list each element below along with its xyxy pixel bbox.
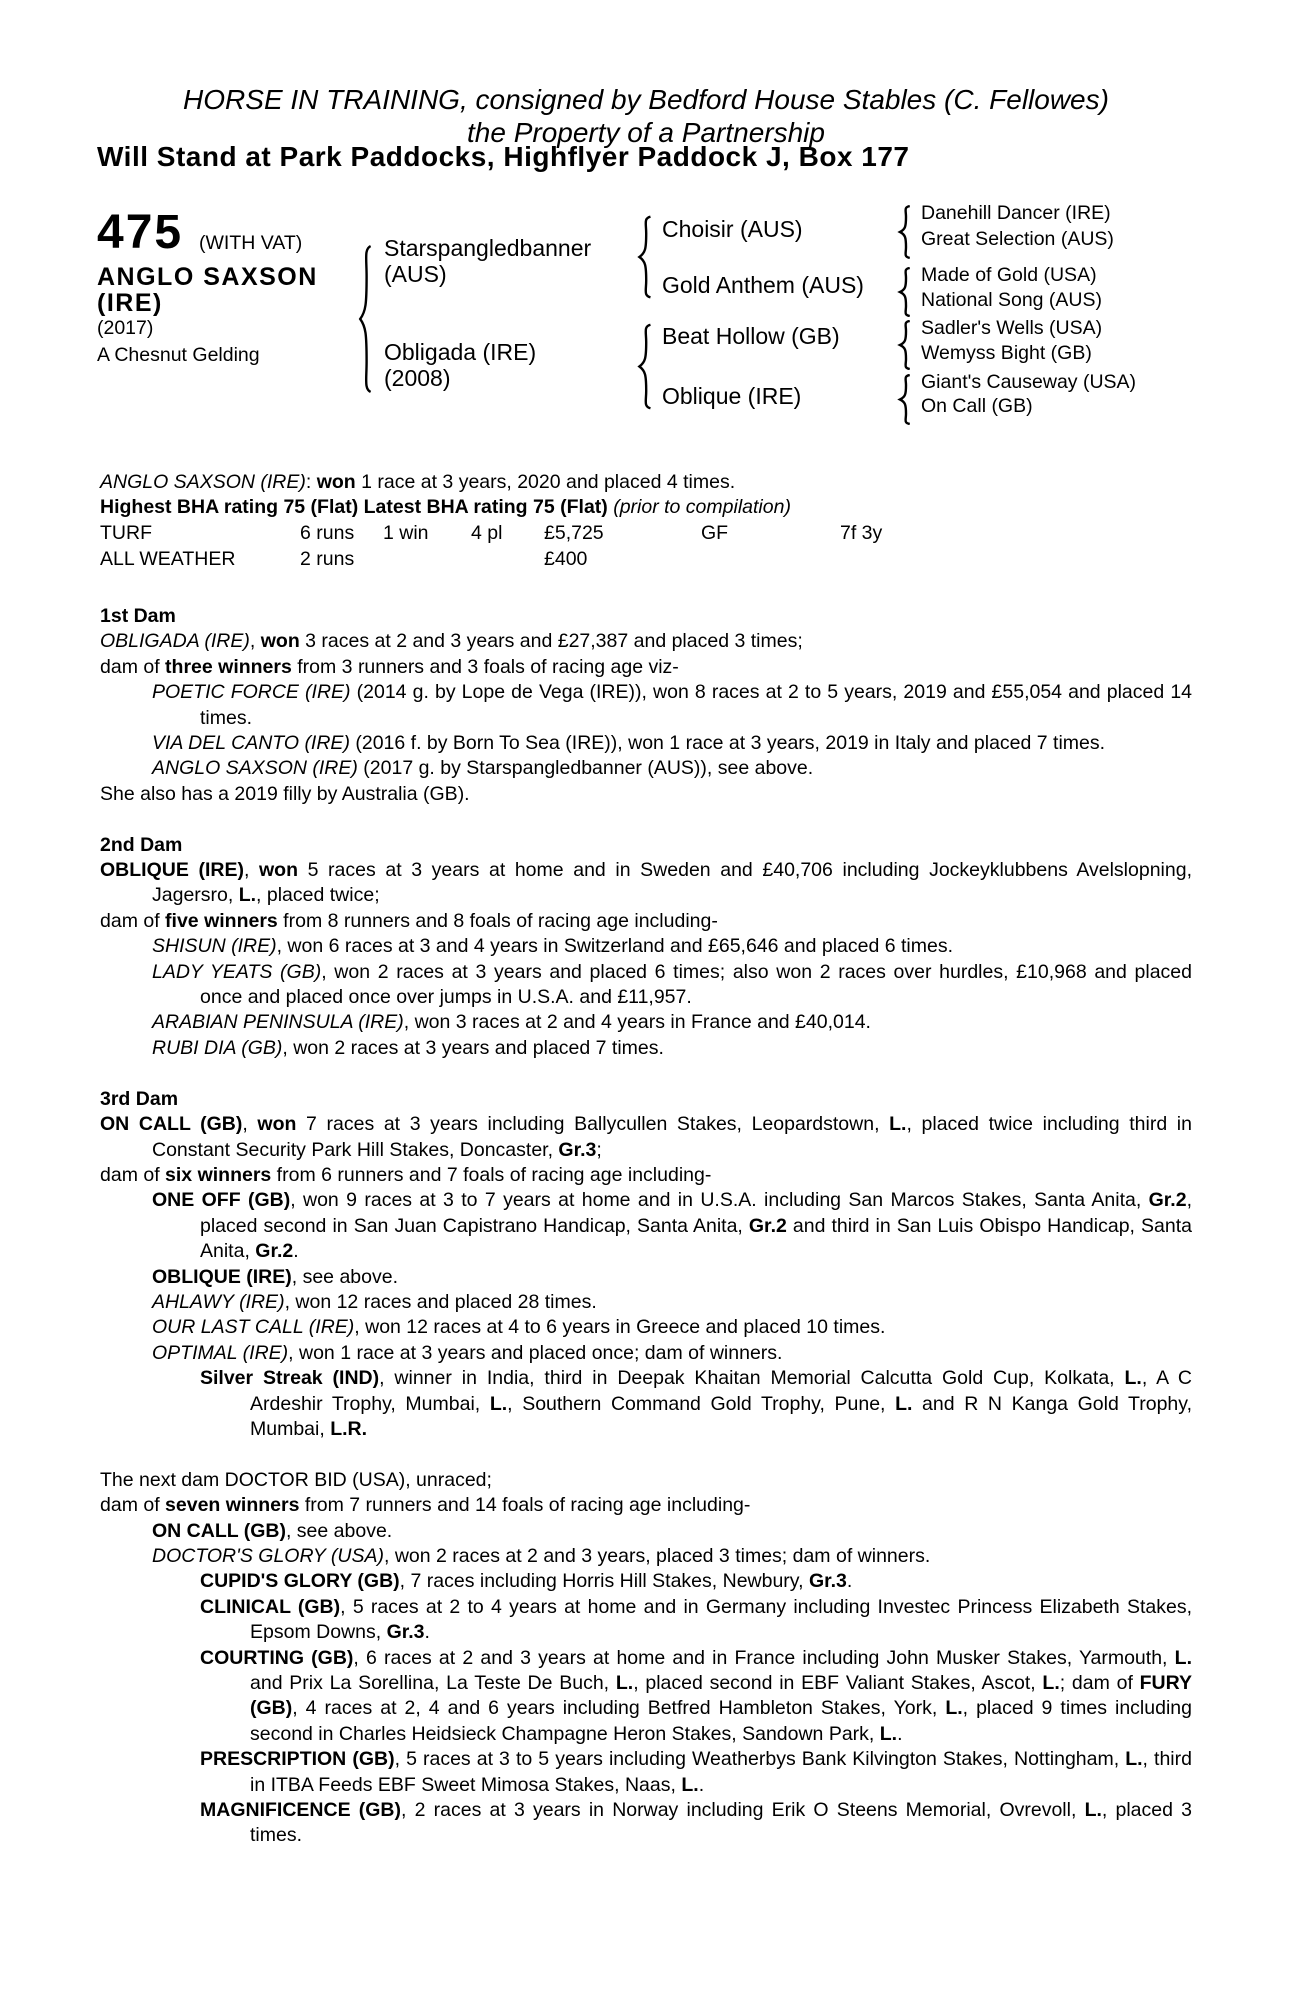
race-record [100,470,1192,572]
grandsire-of-sire: Choisir (AUS) [662,216,803,242]
dam-section-heading: 1st Dam [100,605,176,627]
bha-rating: Highest BHA rating 75 (Flat) Latest BHA rating 75 (Flat) (prior to compilation) [100,496,791,519]
earnings-value: £400 [544,547,588,570]
pedigree-paragraph: DOCTOR'S GLORY (USA), won 2 races at 2 and 3 years, placed 3 times; dam of winners. [152,1544,931,1567]
dam-section [100,1468,1192,1849]
lot-number: 475 [97,206,184,259]
stand-location-line: Will Stand at Park Paddocks, Highflyer Paddock J, Box 177 [97,141,910,172]
pedigree-paragraph: The next dam DOCTOR BID (USA), unraced; [100,1468,492,1491]
sire-name: Starspangledbanner [384,235,592,261]
going-value: GF [701,521,729,544]
pedigree-paragraph: ANGLO SAXSON (IRE) (2017 g. by Starspangledbanner (AUS)), see above. [152,757,814,780]
pedigree-paragraph: dam of three winners from 3 runners and 3 foals of racing age viz- [100,655,679,678]
surface-label: ALL WEATHER [100,547,236,570]
pedigree-paragraph: PRESCRIPTION (GB), 5 races at 3 to 5 years including Weatherbys Bank Kilvington Stakes, Nottingham, L., third in ITBA Feeds EBF Sweet Mimosa Stakes, Naas, L.. [200,1748,1192,1796]
granddam-of-sire: Gold Anthem (AUS) [662,272,864,298]
pedigree-paragraph: OUR LAST CALL (IRE), won 12 races at 4 to 6 years in Greece and placed 10 times. [152,1316,886,1339]
pedigree-paragraph: dam of five winners from 8 runners and 8 foals of racing age including- [100,909,718,932]
gg-brace-3-icon [897,320,912,370]
earnings-value: £5,725 [544,521,604,544]
dam-section [100,604,1192,807]
pedigree-paragraph: CLINICAL (GB), 5 races at 2 to 4 years at home and in Germany including Investec Princess Elizabeth Stakes, Epsom Downs, Gr.3. [200,1595,1192,1644]
pedigree-paragraph: VIA DEL CANTO (IRE) (2016 f. by Born To Sea (IRE)), won 1 race at 3 years, 2019 in Italy and placed 7 times. [152,732,1106,755]
great-grandparent-2: Great Selection (AUS) [921,228,1114,250]
record-row-turf [100,521,1192,547]
pedigree-paragraph: OPTIMAL (IRE), won 1 race at 3 years and placed once; dam of winners. [152,1341,783,1364]
great-grandparent-5: Sadler's Wells (USA) [921,317,1103,339]
horse-name-line1: ANGLO SAXSON [97,263,318,291]
pedigree-paragraph: LADY YEATS (GB), won 2 races at 3 years and placed 6 times; also won 2 races over hurdles, £10,968 and placed once and placed once over jumps in U.S.A. and £11,957. [152,960,1192,1009]
pedigree-paragraph: Silver Streak (IND), winner in India, third in Deepak Khaitan Memorial Calcutta Gold Cup, Kolkata, L., A C Ardeshir Trophy, Mumbai, L., Southern Command Gold Trophy, Pune, L. and R N Kanga Gold Trophy, Mumbai, L.R. [200,1367,1192,1440]
pedigree-paragraph: CUPID'S GLORY (GB), 7 races including Horris Hill Stakes, Newbury, Gr.3. [200,1570,853,1593]
wins-value: 1 win [383,521,429,544]
sire-suffix: (AUS) [384,261,447,287]
lot-vat-note: (WITH VAT) [199,232,303,254]
great-grandparent-6: Wemyss Bight (GB) [921,342,1092,364]
pedigree-paragraph: ONE OFF (GB), won 9 races at 3 to 7 years at home and in U.S.A. including San Marcos Stakes, Santa Anita, Gr.2, placed second in San Juan Capistrano Handicap, Santa Anita, Gr.2 and third in San Luis Obispo Handicap, Santa Anita, Gr.2. [152,1189,1192,1263]
dam-suffix: (2008) [384,365,451,391]
runs-value: 2 runs [300,547,355,570]
pedigree-paragraph: OBLIQUE (IRE), won 5 races at 3 years at home and in Sweden and £40,706 including Jockeyklubbens Avelslopning, Jagersro, L., placed twice; [100,859,1192,907]
gg-brace-4-icon [897,374,912,425]
pedigree-paragraph: ON CALL (GB), won 7 races at 3 years including Ballycullen Stakes, Leopardstown, L., placed twice including third in Constant Security Park Hill Stakes, Doncaster, Gr.3; [100,1113,1192,1161]
dam-section-heading: 3rd Dam [100,1087,179,1110]
pedigree-paragraph: She also has a 2019 filly by Australia (GB). [100,782,470,805]
sire-brace-icon [636,215,653,299]
gg-brace-2-icon [897,267,912,317]
pedigree-paragraph: COURTING (GB), 6 races at 2 and 3 years at home and in France including John Musker Stakes, Yarmouth, L. and Prix La Sorellina, La Teste De Buch, L., placed second in EBF Valiant Stakes, Ascot, L.; dam of FURY (GB), 4 races at 2, 4 and 6 years including Betfred Hambleton Stakes, York, L., placed 9 times including second in Charles Heidsieck Champagne Heron Stakes, Sandown Park, L.. [200,1646,1192,1745]
pedigree-paragraph: RUBI DIA (GB), won 2 races at 3 years and placed 7 times. [152,1036,664,1059]
dam-section-heading: 2nd Dam [100,833,183,856]
pedigree-paragraph: ON CALL (GB), see above. [152,1519,393,1542]
dam-brace-icon [636,323,653,410]
pedigree-paragraph: dam of seven winners from 7 runners and 14 foals of racing age including- [100,1494,751,1517]
horse-description: A Chesnut Gelding [97,344,260,366]
pedigree-paragraph: ARABIAN PENINSULA (IRE), won 3 races at 2 and 4 years in France and £40,014. [152,1011,871,1034]
great-grandparent-4: National Song (AUS) [921,289,1103,311]
dam-name: Obligada (IRE) [384,339,537,365]
runs-value: 6 runs [300,521,355,544]
record-row-all-weather [100,547,1192,573]
grandsire-of-dam: Beat Hollow (GB) [662,323,840,349]
dam-family-text [100,604,1192,1849]
pedigree-paragraph: dam of six winners from 6 runners and 7 foals of racing age including- [100,1163,712,1186]
pedigree-paragraph: SHISUN (IRE), won 6 races at 3 and 4 years in Switzerland and £65,646 and placed 6 times. [152,935,954,958]
surface-label: TURF [100,521,152,544]
pedigree-paragraph: OBLIQUE (IRE), see above. [152,1265,398,1288]
distance-age-value: 7f 3y [840,521,883,544]
granddam-of-dam: Oblique (IRE) [662,383,802,409]
pedigree-paragraph: MAGNIFICENCE (GB), 2 races at 3 years in Norway including Erik O Steens Memorial, Ovrevoll, L., placed 3 times. [200,1799,1192,1847]
great-grandparent-7: Giant's Causeway (USA) [921,371,1137,393]
places-value: 4 pl [471,521,503,544]
horse-name-line2: (IRE) [97,289,163,317]
consignor-line: HORSE IN TRAINING, consigned by Bedford House Stables (C. Fellowes) [183,84,1109,115]
pedigree-paragraph: AHLAWY (IRE), won 12 races and placed 28 times. [152,1290,597,1313]
gg-brace-1-icon [897,205,912,259]
great-grandparent-1: Danehill Dancer (IRE) [921,202,1111,224]
main-brace-icon [357,243,373,395]
dam-section [100,1087,1192,1443]
great-grandparent-8: On Call (GB) [921,395,1033,417]
race-summary: ANGLO SAXSON (IRE): won 1 race at 3 years, 2020 and placed 4 times. [100,471,736,493]
great-grandparent-3: Made of Gold (USA) [921,264,1097,286]
dam-section [100,833,1192,1062]
pedigree-paragraph: POETIC FORCE (IRE) (2014 g. by Lope de Vega (IRE)), won 8 races at 2 to 5 years, 2019 and £55,054 and placed 14 times. [152,681,1193,729]
pedigree-paragraph: OBLIGADA (IRE), won 3 races at 2 and 3 years and £27,387 and placed 3 times; [100,630,803,653]
property-line: the Property of a Partnership [467,117,825,148]
foaling-year: (2017) [97,317,154,339]
